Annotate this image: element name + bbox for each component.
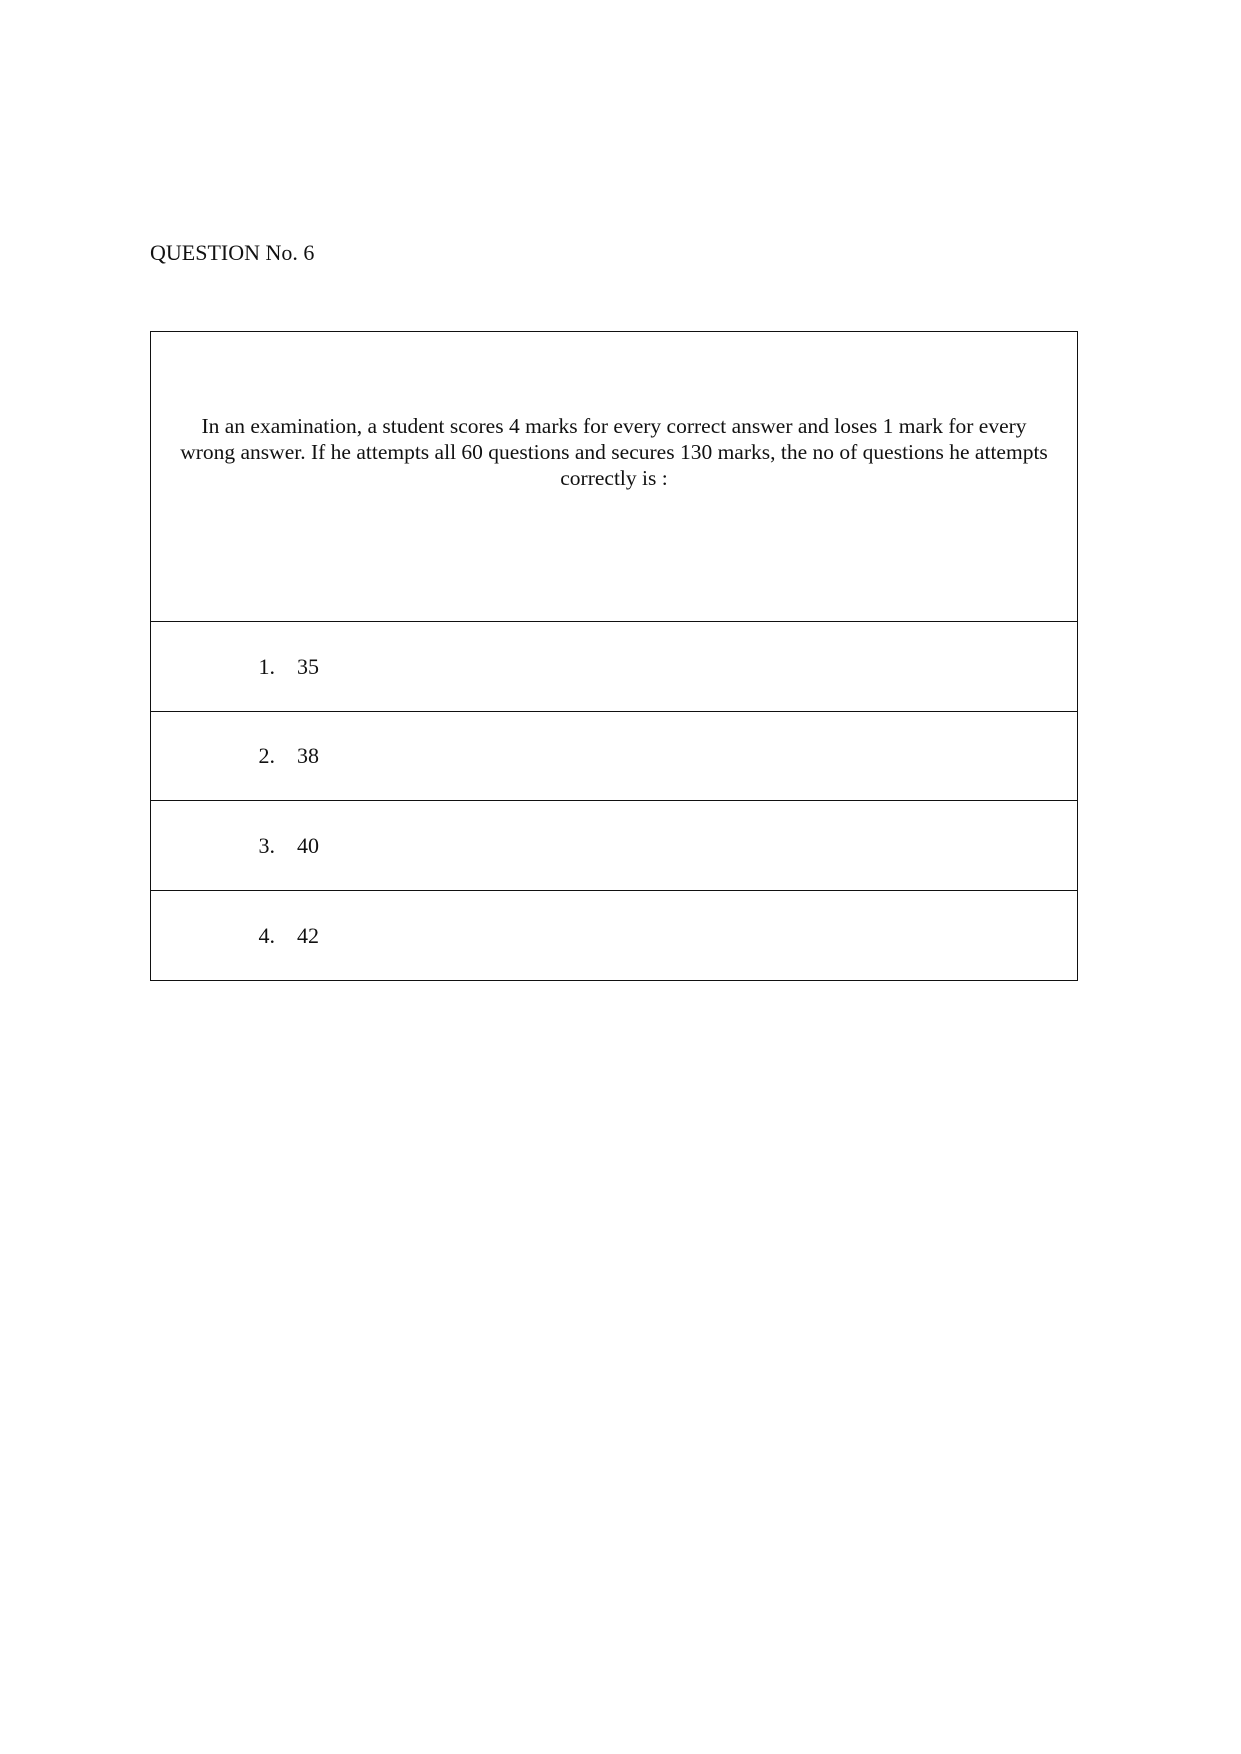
option-value: 35 [297,653,319,679]
option-value: 42 [297,922,319,948]
question-stem: In an examination, a student scores 4 marks for every correct answer and loses 1 mark for every wrong answer. If he attempts all 60 questions and secures 130 marks, the no of questions he attempts correctly is : [180,413,1048,490]
question-title: QUESTION No. 6 [150,240,315,265]
option-number: 2. [258,743,275,768]
option-row-4[interactable] [151,891,1077,980]
question-table [150,331,1078,981]
question-stem-cell [151,332,1077,622]
option-number: 4. [258,922,275,948]
option-row-3[interactable] [151,801,1077,891]
option-value: 40 [297,832,319,858]
option-number: 1. [258,653,275,679]
option-row-1[interactable] [151,622,1077,712]
option-row-2[interactable] [151,712,1077,801]
option-value: 38 [297,743,319,768]
option-number: 3. [258,832,275,858]
